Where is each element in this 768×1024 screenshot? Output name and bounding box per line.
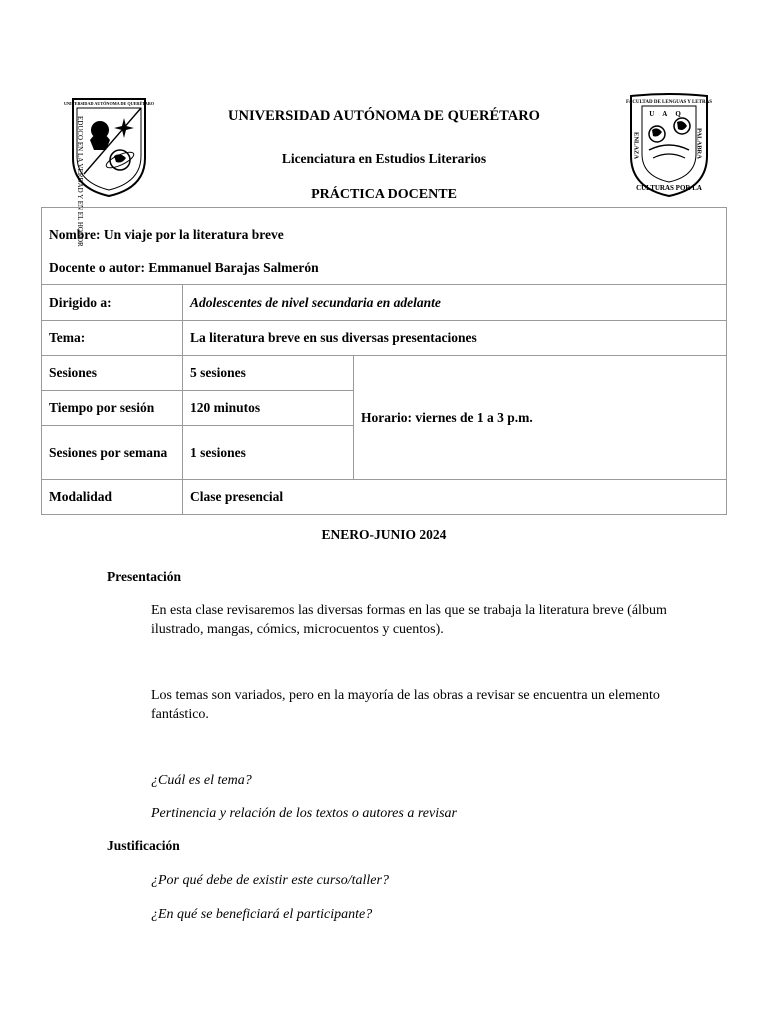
table-row xyxy=(42,356,727,391)
table-row xyxy=(42,480,727,515)
university-title: UNIVERSIDAD AUTÓNOMA DE QUERÉTARO xyxy=(228,108,540,124)
tema-label: Tema: xyxy=(42,321,183,356)
presentacion-question-2: Pertinencia y relación de los textos o autores a revisar xyxy=(151,806,457,821)
period-title: ENERO-JUNIO 2024 xyxy=(321,527,447,542)
course-name: Nombre: Un viaje por la literatura breve xyxy=(49,227,284,242)
presentacion-heading: Presentación xyxy=(107,569,181,584)
horario-cell: Horario: viernes de 1 a 3 p.m. xyxy=(354,356,727,480)
modalidad-label: Modalidad xyxy=(42,480,183,515)
tiempo-value: 120 minutos xyxy=(183,391,354,426)
presentacion-question-1: ¿Cuál es el tema? xyxy=(151,773,252,788)
justificacion-question-2: ¿En qué se beneficiará el participante? xyxy=(151,907,373,922)
presentacion-paragraph-1: En esta clase revisaremos las diversas formas en las que se trabaja la literatura breve (álbum ilustrado, mangas, cómics, microcuentos y cuentos). xyxy=(151,603,667,637)
justificacion-heading: Justificación xyxy=(107,838,180,853)
course-info-table xyxy=(41,207,727,515)
presentacion-paragraph-2: Los temas son variados, pero en la mayoría de las obras a revisar se encuentra un elemento fantástico. xyxy=(151,688,660,722)
sesiones-label: Sesiones xyxy=(42,356,183,391)
table-row xyxy=(42,208,727,285)
sesiones-value: 5 sesiones xyxy=(183,356,354,391)
right-logo-bottom-text: CULTURAS POR LA xyxy=(636,184,702,192)
course-teacher: Docente o autor: Emmanuel Barajas Salmerón xyxy=(49,260,319,275)
left-logo-top-text: UNIVERSIDAD AUTÓNOMA DE QUERÉTARO xyxy=(63,101,155,106)
left-logo-side-text: EDUCO EN LA VERDAD Y EN EL HONOR xyxy=(76,116,84,247)
program-title: Licenciatura en Estudios Literarios xyxy=(281,151,487,166)
modalidad-value: Clase presencial xyxy=(183,480,727,515)
right-logo-left-text: ENLAZA xyxy=(632,132,640,160)
right-logo-mid-text: UAQ xyxy=(649,110,689,118)
tiempo-label: Tiempo por sesión xyxy=(42,391,183,426)
por-semana-value: 1 sesiones xyxy=(183,426,354,480)
nombre-docente-cell xyxy=(42,208,727,285)
tema-value: La literatura breve en sus diversas presentaciones xyxy=(183,321,727,356)
dirigido-value: Adolescentes de nivel secundaria en adelante xyxy=(183,285,727,321)
document-type-title: PRÁCTICA DOCENTE xyxy=(311,187,457,202)
por-semana-label: Sesiones por semana xyxy=(42,426,183,480)
right-logo-top-text: FACULTAD DE LENGUAS Y LETRAS xyxy=(626,100,712,105)
dirigido-label: Dirigido a: xyxy=(42,285,183,321)
table-row xyxy=(42,321,727,356)
right-logo-right-text: PALABRA xyxy=(695,128,703,159)
table-row xyxy=(42,285,727,321)
justificacion-question-1: ¿Por qué debe de existir este curso/taller? xyxy=(151,873,389,888)
